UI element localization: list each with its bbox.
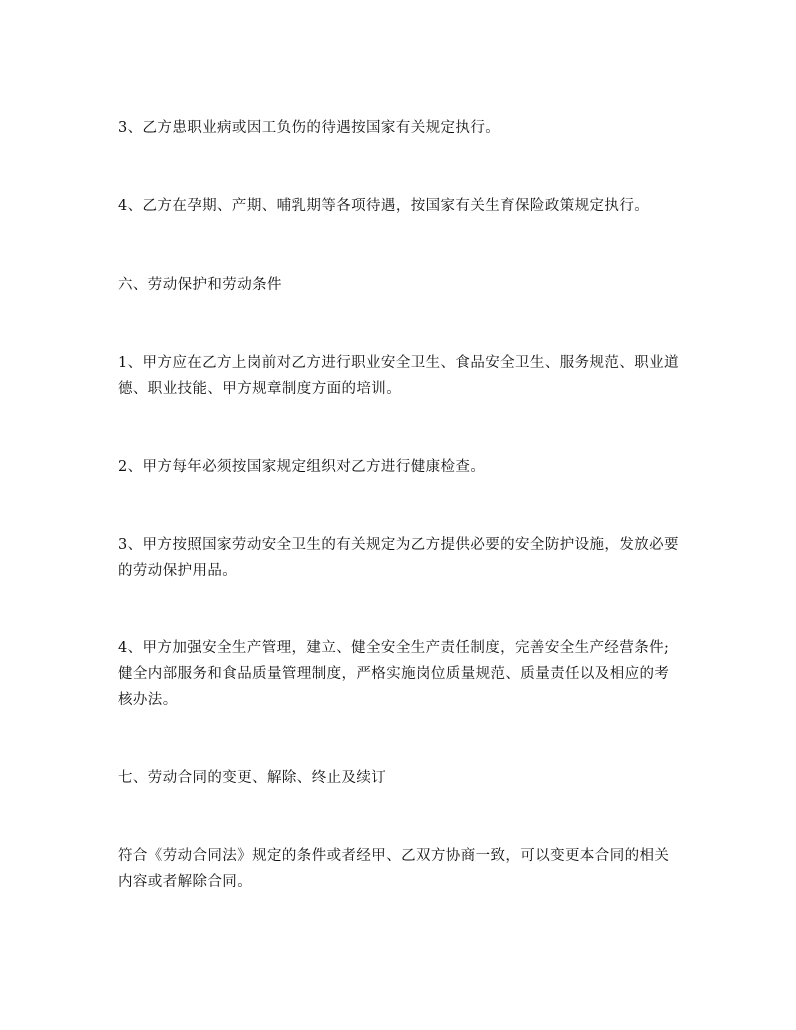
paragraph-maternity-benefits: 4、乙方在孕期、产期、哺乳期等各项待遇，按国家有关生育保险政策规定执行。	[118, 198, 650, 214]
paragraph-contract-modification: 符合《劳动合同法》规定的条件或者经甲、乙双方协商一致，可以变更本合同的相关内容或者解除合同。	[118, 848, 670, 890]
section-heading-labor-protection: 六、劳动保护和劳动条件	[118, 277, 282, 293]
section-heading-contract-changes: 七、劳动合同的变更、解除、终止及续订	[118, 770, 387, 786]
paragraph-safety-management: 4、甲方加强安全生产管理，建立、健全安全生产责任制度，完善安全生产经营条件;健全内部服务和食品质量管理制度，严格实施岗位质量规范、质量责任以及相应的考核办法。	[118, 640, 670, 708]
paragraph-occupational-disease: 3、乙方患职业病或因工负伤的待遇按国家有关规定执行。	[118, 120, 501, 136]
paragraph-health-check: 2、甲方每年必须按国家规定组织对乙方进行健康检查。	[118, 459, 486, 475]
paragraph-training: 1、甲方应在乙方上岗前对乙方进行职业安全卫生、食品安全卫生、服务规范、职业道德、职业技能、甲方规章制度方面的培训。	[118, 355, 679, 397]
paragraph-safety-equipment: 3、甲方按照国家劳动安全卫生的有关规定为乙方提供必要的安全防护设施，发放必要的劳动保护用品。	[118, 537, 679, 579]
